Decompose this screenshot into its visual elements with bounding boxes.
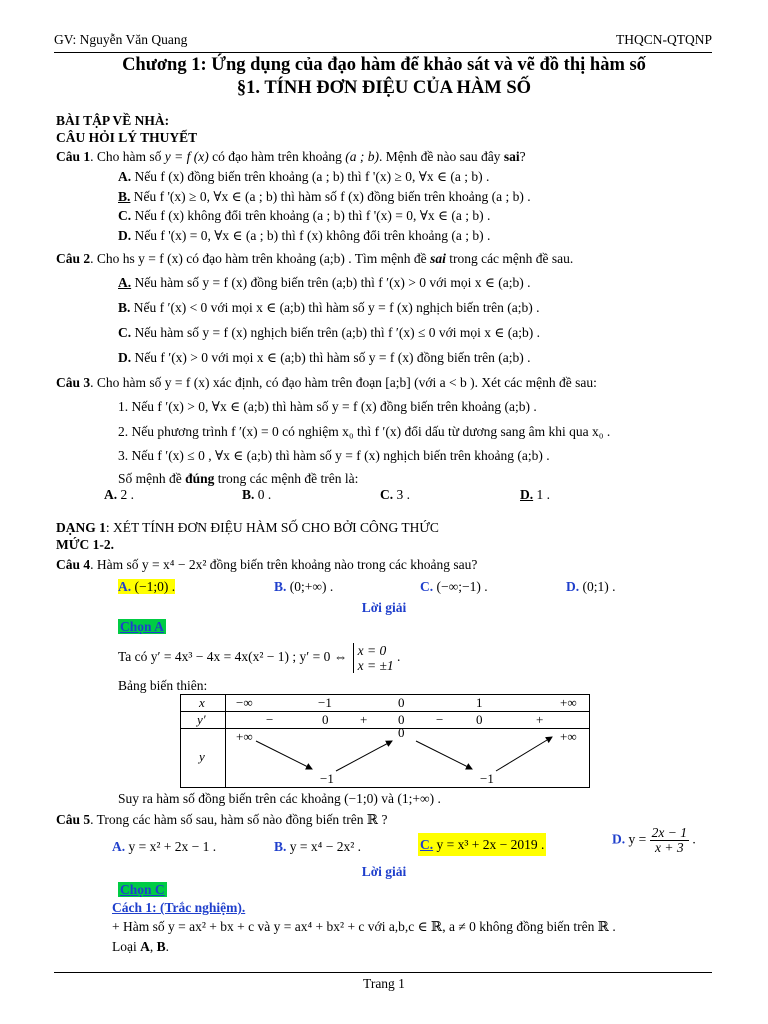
- q4-option-b: B. (0;+∞) .: [274, 579, 334, 594]
- q2-stem: Câu 2. Cho hs y = f (x) có đạo hàm trên khoảng (a;b) . Tìm mệnh đề sai trong các mệnh đề sau.: [56, 251, 574, 266]
- q1-option-a: A. Nếu f (x) đồng biến trên khoảng (a ; b) thì f '(x) ≥ 0, ∀x ∈ (a ; b) .: [118, 169, 490, 184]
- q5-answer: Chọn C: [120, 882, 165, 897]
- q3-option-a: A. 2 .: [104, 487, 134, 502]
- arrow-down-1: [256, 741, 312, 769]
- q3-stem: Câu 3. Cho hàm số y = f (x) xác định, có đạo hàm trên đoạn [a;b] (với a < b ). Xét các mệnh đề sau:: [56, 375, 597, 390]
- x-row-header: x: [181, 695, 226, 712]
- arrow-up-1: [336, 741, 392, 771]
- footer-rule: [54, 972, 712, 973]
- q3-label: Câu 3: [56, 375, 91, 390]
- page-header: [54, 32, 712, 50]
- q5-label: Câu 5: [56, 812, 91, 827]
- q4-table-label: Bảng biến thiên:: [118, 678, 208, 693]
- yprime-row-values: − 0 + 0 − 0 +: [226, 712, 590, 729]
- header-rule: [54, 52, 712, 53]
- section-title: §1. TÍNH ĐƠN ĐIỆU CỦA HÀM SỐ: [236, 78, 532, 98]
- q3-option-b: B. 0 .: [242, 487, 272, 502]
- q3-statement-1: 1. Nếu f ′(x) > 0, ∀x ∈ (a;b) thì hàm số y = f (x) đồng biến trên khoảng (a;b) .: [118, 399, 537, 414]
- q2-option-d: D. Nếu f ′(x) > 0 với mọi x ∈ (a;b) thì hàm số y = f (x) đồng biến trên (a;b) .: [118, 350, 531, 365]
- q5-eliminate: Loại A, B.: [112, 939, 170, 954]
- q5-note: + Hàm số y = ax² + bx + c và y = ax⁴ + bx² + c với a,b,c ∈ ℝ, a ≠ 0 không đồng biến trên ℝ .: [112, 919, 616, 934]
- q2-option-a: A. Nếu hàm số y = f (x) đồng biến trên (a;b) thì f ′(x) > 0 với mọi x ∈ (a;b) .: [118, 275, 531, 290]
- yprime-row-header: y′: [181, 712, 226, 729]
- q1-option-d: D. Nếu f '(x) = 0, ∀x ∈ (a ; b) thì f (x) không đổi trên khoảng (a ; b) .: [118, 228, 491, 243]
- variation-arrows: [226, 729, 592, 787]
- dang1-heading: DẠNG 1: XÉT TÍNH ĐƠN ĐIỆU HÀM SỐ CHO BỞI CÔNG THỨC: [56, 520, 439, 535]
- q4-answer: Chọn A: [120, 619, 164, 634]
- doc-code: THQCN-QTQNP: [616, 32, 712, 47]
- y-row-header: y: [181, 729, 226, 788]
- q5-option-b: B. y = x⁴ − 2x² .: [274, 839, 361, 854]
- q4-option-a: A. (−1;0) .: [118, 579, 176, 594]
- q1-option-b: B. Nếu f '(x) ≥ 0, ∀x ∈ (a ; b) thì hàm số f (x) đồng biến trên khoảng (a ; b) .: [118, 189, 531, 204]
- q3-statement-3: 3. Nếu f ′(x) ≤ 0 , ∀x ∈ (a;b) thì hàm số y = f (x) nghịch biến trên khoảng (a;b) .: [118, 448, 550, 463]
- q5-stem: Câu 5. Trong các hàm số sau, hàm số nào đồng biến trên ℝ ?: [56, 812, 388, 827]
- q5-method: Cách 1: (Trắc nghiệm).: [112, 900, 246, 915]
- q4-derivative: Ta có y′ = 4x³ − 4x = 4x(x² − 1) ; y′ = 0 ⇔ x = 0 x = ±1 .: [118, 643, 401, 673]
- chapter-title: Chương 1: Ứng dụng của đạo hàm để khảo sát và vẽ đồ thị hàm số: [122, 55, 646, 75]
- variation-table: [180, 694, 590, 788]
- q5-option-a: A. y = x² + 2x − 1 .: [112, 839, 217, 854]
- theory-heading: CÂU HỎI LÝ THUYẾT: [56, 130, 198, 145]
- q2-option-b: B. Nếu f ′(x) < 0 với mọi x ∈ (a;b) thì hàm số y = f (x) nghịch biến trên (a;b) .: [118, 300, 540, 315]
- q4-conclusion: Suy ra hàm số đồng biến trên các khoảng (−1;0) và (1;+∞) .: [118, 791, 441, 806]
- q1-label: Câu 1: [56, 149, 91, 164]
- q3-option-c: C. 3 .: [380, 487, 410, 502]
- q3-question: Số mệnh đề đúng trong các mệnh đề trên là:: [118, 471, 359, 486]
- homework-heading: BÀI TẬP VỀ NHÀ:: [56, 113, 170, 128]
- arrow-down-2: [416, 741, 472, 769]
- q1-option-c: C. Nếu f (x) không đổi trên khoảng (a ; b) thì f '(x) = 0, ∀x ∈ (a ; b) .: [118, 208, 491, 223]
- y-row-values: +∞ 0 +∞ −1 −1: [226, 729, 590, 788]
- q2-label: Câu 2: [56, 251, 91, 266]
- q5-option-d: D. y = $\frac{2x - 1}{x + 3}$ .: [612, 825, 696, 855]
- q3-option-d: D. 1 .: [520, 487, 550, 502]
- q4-stem: Câu 4. Hàm số y = x⁴ − 2x² đồng biến trên khoảng nào trong các khoảng sau?: [56, 557, 478, 572]
- q4-solution-label: Lời giải: [361, 600, 407, 615]
- muc-heading: MỨC 1-2.: [56, 537, 114, 552]
- arrow-up-2: [496, 737, 552, 771]
- q3-statement-2: 2. Nếu phương trình f ′(x) = 0 có nghiệm x₀ thì f ′(x) đổi dấu từ dương sang âm khi qua x₀ .: [118, 424, 611, 439]
- page-number: Trang 1: [363, 976, 405, 991]
- q1-stem: Câu 1. Cho hàm số y = f (x) có đạo hàm trên khoảng (a ; b). Mệnh đề nào sau đây sai?: [56, 149, 526, 164]
- q5-option-c: C. y = x³ + 2x − 2019 .: [418, 830, 546, 860]
- q4-label: Câu 4: [56, 557, 91, 572]
- q4-option-d: D. (0;1) .: [566, 579, 616, 594]
- q4-option-c: C. (−∞;−1) .: [420, 579, 488, 594]
- teacher-name: GV: Nguyễn Văn Quang: [54, 32, 188, 47]
- x-row-values: −∞ −1 0 1 +∞: [226, 695, 590, 712]
- q2-option-c: C. Nếu hàm số y = f (x) nghịch biến trên (a;b) thì f ′(x) ≤ 0 với mọi x ∈ (a;b) .: [118, 325, 541, 340]
- q5-solution-label: Lời giải: [361, 864, 407, 879]
